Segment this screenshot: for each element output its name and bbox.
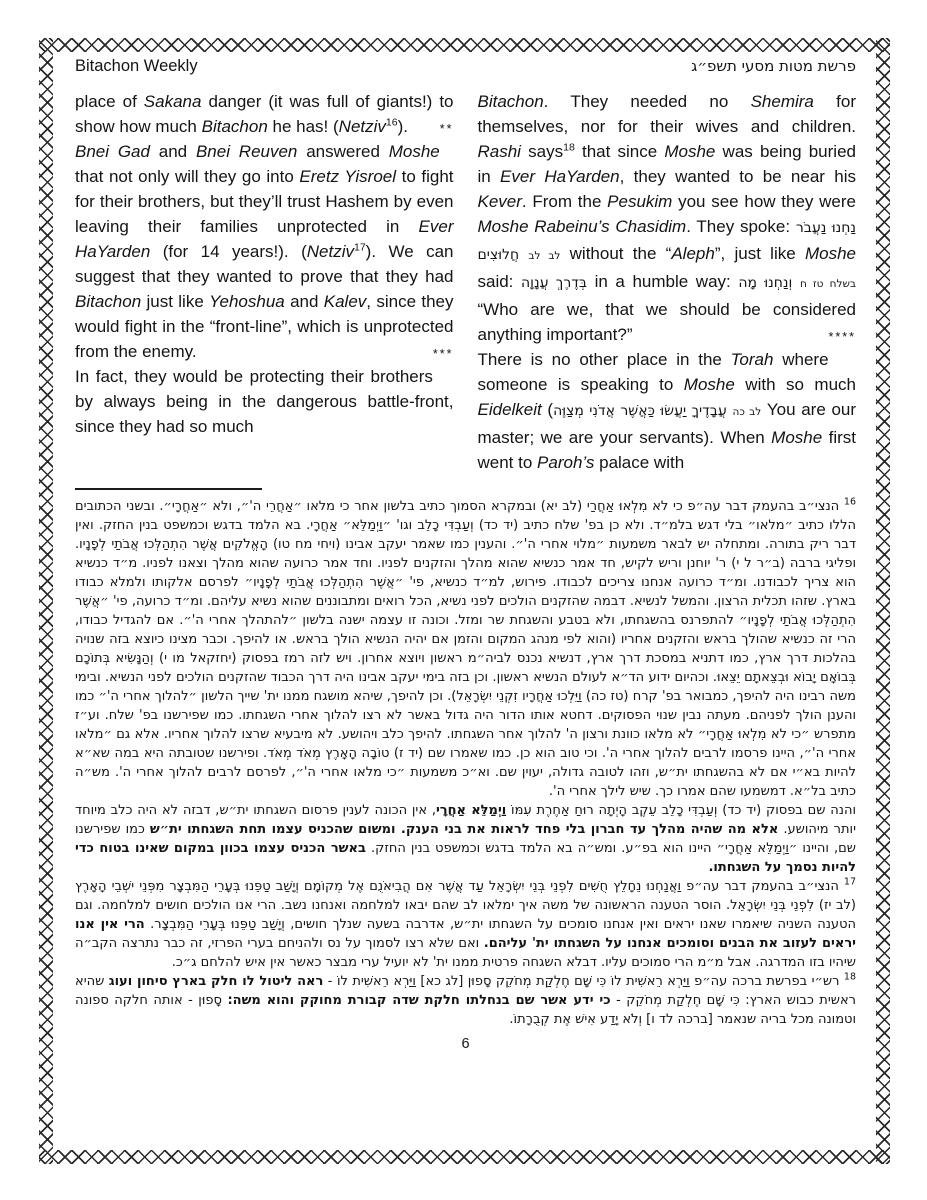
footnote-separator xyxy=(75,488,262,490)
footnote-16-para-2: והנה שם בפסוק (יד כד) וְעַבְדִּי כָלֵב עֵקֶב הָיְתָה רוּחַ אַחֶרֶת עִמּוֹ וַיְמַלֵּא אַחֲרָי, אין הכונה לענין פרסום השגחתו ית״ש, דבזה לא היה כלב מיוחד יותר מיהושע. אלא מה שהיה מהלך עד חברון בלי פחד לראות את בני הענק. ומשום שהכניס עצמו תחת השגחתו ית״ש כמו שפירשנו שם, והיינו ״וַיְמַלֵּא אַחֲרָי״ היינו הוא בפ״ע. ומש״ה בא הלמד בדגש וכמשפט בנין החזק. באשר הכניס עצמו בכוון במקום שאינו בטוח כדי להיות נסמך על השגחתו. xyxy=(75,803,856,875)
footnotes-section xyxy=(75,497,856,1029)
page-number: 6 xyxy=(461,1036,470,1052)
right-column xyxy=(478,89,857,475)
paragraph: In fact, they would be protecting their brothers by always being in the dangerous battle-front, since they had so much xyxy=(75,367,454,436)
newsletter-title: Bitachon Weekly xyxy=(75,57,198,75)
paragraph: Bnei Gad and Bnei Reuven answered Moshe that not only will they go into Eretz Yisroel to fight for their brothers, but they’ll trust Hashem by even leaving their families unprotected in Ever HaYarden (for 14 years!). (Netziv$^{17}$). We can suggest that they wanted to prove that they had Bitachon just like Yehoshua and Kalev, since they would fight in the “front-line”, which is unprotected from the enemy. *** xyxy=(75,142,454,361)
parsha-title: פרשת מטות מסעי תשפ״ג xyxy=(691,57,856,75)
decorative-border-bottom xyxy=(39,1150,890,1164)
paragraph: There is no other place in the Torah where someone is speaking to Moshe with so much Eidelkeit (עֲבָדֶיךָ יַעֲשׂוּ כַּאֲשֶׁר אֲדֹנִי מְצַוֶּה לב כה You are our master; we are your servants). When Moshe first went to Paroh’s palace with xyxy=(477,350,857,472)
footnote-16-para-1: $^{16}$ הנצי״ב בהעמק דבר עה״פ כי לא מִלְאוּ אַחֲרַי (לב יא) ובמקרא הסמוך כתיב בלשון אחר כי מלאו ״אַחֲרֵי ה'״, ולא ״אַחֲרָי״. ובשני הכתובים הללו כתיב ״מלאו״ בלי דגש בלמ״ד. ולא כן בפ' שלח כתיב (יד כד) וְעַבְדִּי כָלֵב וגו' ״וַיְמַלֵּא״ אַחֲרָי. בא הלמד בדגש וכמשפט בנין החזק. ואין דבר ריק בתורה. ומתחלה יש לבאר משמעות ״מלוי אחרי ה'״. והענין כמו שאמר יעקב אבינו (ויחי מח טו) הָאֱלֹקִים אֲשֶׁר הִתְהַלְּכוּ אֲבֹתַי לְפָנָיו. ופליגי ברבה (ב״ר ל י) ר' יוחנן וריש לקיש, חד אמר כנשיא שהוא מהלך והזקנים לפניו. וחד אמר כרועה שהוא מהלך וצאנו לפניו. מ״ד כנשיא הוא צריך לכבודנו. ומ״ד כרועה אנחנו צריכים לכבודו. פירוש, למ״ד כנשיא, פי' ״אֲשֶׁר הִתְהַלְּכוּ אֲבֹתַי לְפָנָיו״ לפרסם אלקותו ולמלא כבודו בארץ. שזהו תכלית הרצון. והמשל לנשיא. דבמה שהזקנים הולכים לפני נשיא, הכל רואים ומתבוננים שהוא נשיא עליהם. ומ״ד כרועה, פי' ״אֲשֶׁר הִתְהַלְּכוּ אֲבֹתַי לְפָנָיו״ להתפרנס בהשגחתו, ולא בטבע והשגחת שר ומזל. וכונה זו עצמה ישנה בלשון ״להתהלך אחרי ה'״. אם להגדיל כבודו, הרי זה כנשיא שהולך בראש והזקנים אחריו (והוא לפי מנהג המקום והזמן אם יהיה הנשיא הולך בראש. או להיפך. וכבר מצינו כיוצא בזה שנויה בהלכות דרך ארץ, כמו דתניא במסכת דרך ארץ, דנשיא נכנס לביה״מ ראשון ויוצא אחרון. ויש לזה רמז בפסוק (יחזקאל מו י) וְהַנָּשִׂיא בְּתוֹכָם בְּבוֹאָם יָבוֹא וּבְצֵאתָם יֵצֵאוּ. וכהיום ידוע הד״א לעולם הנשיא ראשון. וכן בזה בימי יעקב אבינו היה דרך הכבוד שהזקנים הולכים לפני הנשיא. ובימי משה רבינו היה להיפך, כמבואר בפ' קרח (טז כה) וַיֵּלְכוּ אַחֲרָיו זִקְנֵי יִשְׂרָאֵל). וכן להיפך, שיהא מושגח ממנו ית' שייך הלשון ״להלוך אחרי ה'״ כמו והענן הולך לפניהם. מעתה נבין שנוי הפסוקים. דחטא אותו הדור היה גדול באשר לא רצו להלוך אחרי השגחתו. כמו שפירשנו בפ' שלח. וע״ז מתפרש ״כי לא מִלְאוּ אַחֲרָי״ לא מלאו כוונת ורצון ה' להלוך אחר השגחתו. להיפך כלב ויהושע. לא מיבעיא שרצו להלוך אחריו. אלא גם ״מלאו אחרי ה'״, היינו פרסמו לרבים להלוך אחרי ה'. וכי טוב הוא כן. כמו שאמרו שם (יד ז) טוֹבָה הָאָרֶץ מְאֹד מְאֹד. ופירשנו שטובתה היא במה שא״א להיות בא״י אם לא בהשגחתו ית״ש, וזהו לטובה גדולה, יעוין שם. וא״כ משמעות ״כי מלאו אחרי ה'״, לפרסם לרבים להלוך אחרי ה'. מש״ה כתיב בל״א. דמשמעו שהם אמרו כך. שיש לילך אחרי ה'. xyxy=(75,496,856,799)
decorative-border-right xyxy=(876,38,890,1164)
decorative-border-top xyxy=(39,38,890,52)
paragraph: Bitachon. They needed no Shemira for themselves, nor for their wives and children. Rashi says$^{18}$ that since Moshe was being buried in Ever HaYarden, they wanted to be near his Kever. From the Pesukim you see how they were Moshe Rabeinu’s Chasidim. They spoke: נַחְנוּ נַעֲבֹר חֲלוּצִים לב לב without the “Aleph”, just like Moshe said: בְּדֶרֶךְ עֲנָוָה in a humble way: וְנַחְנוּ מָה בשלח טז ח “Who are we, that we should be considered anything important?” **** xyxy=(477,92,857,344)
footnote-17: $^{17}$ הנצי״ב בהעמק דבר עה״פ וַאֲנַחְנוּ נֵחָלֵץ חֻשִׁים לִפְנֵי בְּנֵי יִשְׂרָאֵל עַד אֲשֶׁר אִם הֲבִיאֹנֻם אֶל מְקוֹמָם וְיָשַׁב טַפֵּנוּ בְּעָרֵי הַמִּבְצָר מִפְּנֵי ישְׁבֵי הָאָרֶץ (לב יז) לִפְנֵי בְּנֵי יִשְׂרָאֵל. הוסר הטענה הראשונה של משה איך ימלאו לב שהם יבאו למלחמה ואנחנו נשב. הרי אנו הולכים חושים למלחמה. וגם הטענה השניה שיאמרו שאנו יראים ואין אנחנו סומכים על השגחתו ית״ש, אדרבה בשעה שנלך חושים, וְיָשַׁב טַפֵּנוּ בְּעָרֵי הַמִּבְצָר. הרי אין אנו יראים לעזוב את הבנים וסומכים אנחנו על השגחתו ית' עליהם. ואם שלא רצו לסמוך על נס ולהניחם בערי הפרזי, זה כבר נתרצה הקב״ה שיהיו בזו המדרגה. אבל מ״מ הרי סמוכים עליו. דבלא השגחה פרטית ממנו ית' לא יועיל ערי מבצר כאשר אין איש להלחם ג״כ. xyxy=(75,876,857,970)
decorative-border-left xyxy=(39,38,53,1164)
left-column xyxy=(75,89,454,475)
paragraph: place of Sakana danger (it was full of giants!) to show how much Bitachon he has! (Netziv$^{16}$). ** xyxy=(75,92,454,136)
footnote-18: $^{18}$ רש״י בפרשת ברכה עה״פ וַיַּרְא רֵאשִׁית לוֹ כִּי שָׁם חֶלְקַת מְחֹקֵק סָפוּן [לג כא] וַיַּרְא רֵאשִׁית לוֹ - ראה ליטול לו חלק בארץ סיחון ועוג שהיא ראשית כבוש הארץ: כִּי שָׁם חֶלְקַת מְחֹקֵק - כי ידע אשר שם בנחלתו חלקת שדה קבורת מחוקק והוא משה: סָפוּן - אותה חלקה ספונה וטמונה מכל בריה שנאמר [ברכה לד ו] וְלֹא יָדַע אִישׁ אֶת קְבֻרָתוֹ. xyxy=(75,971,856,1027)
page-header xyxy=(75,57,856,76)
page-content xyxy=(75,57,856,1052)
body-columns xyxy=(75,89,856,475)
